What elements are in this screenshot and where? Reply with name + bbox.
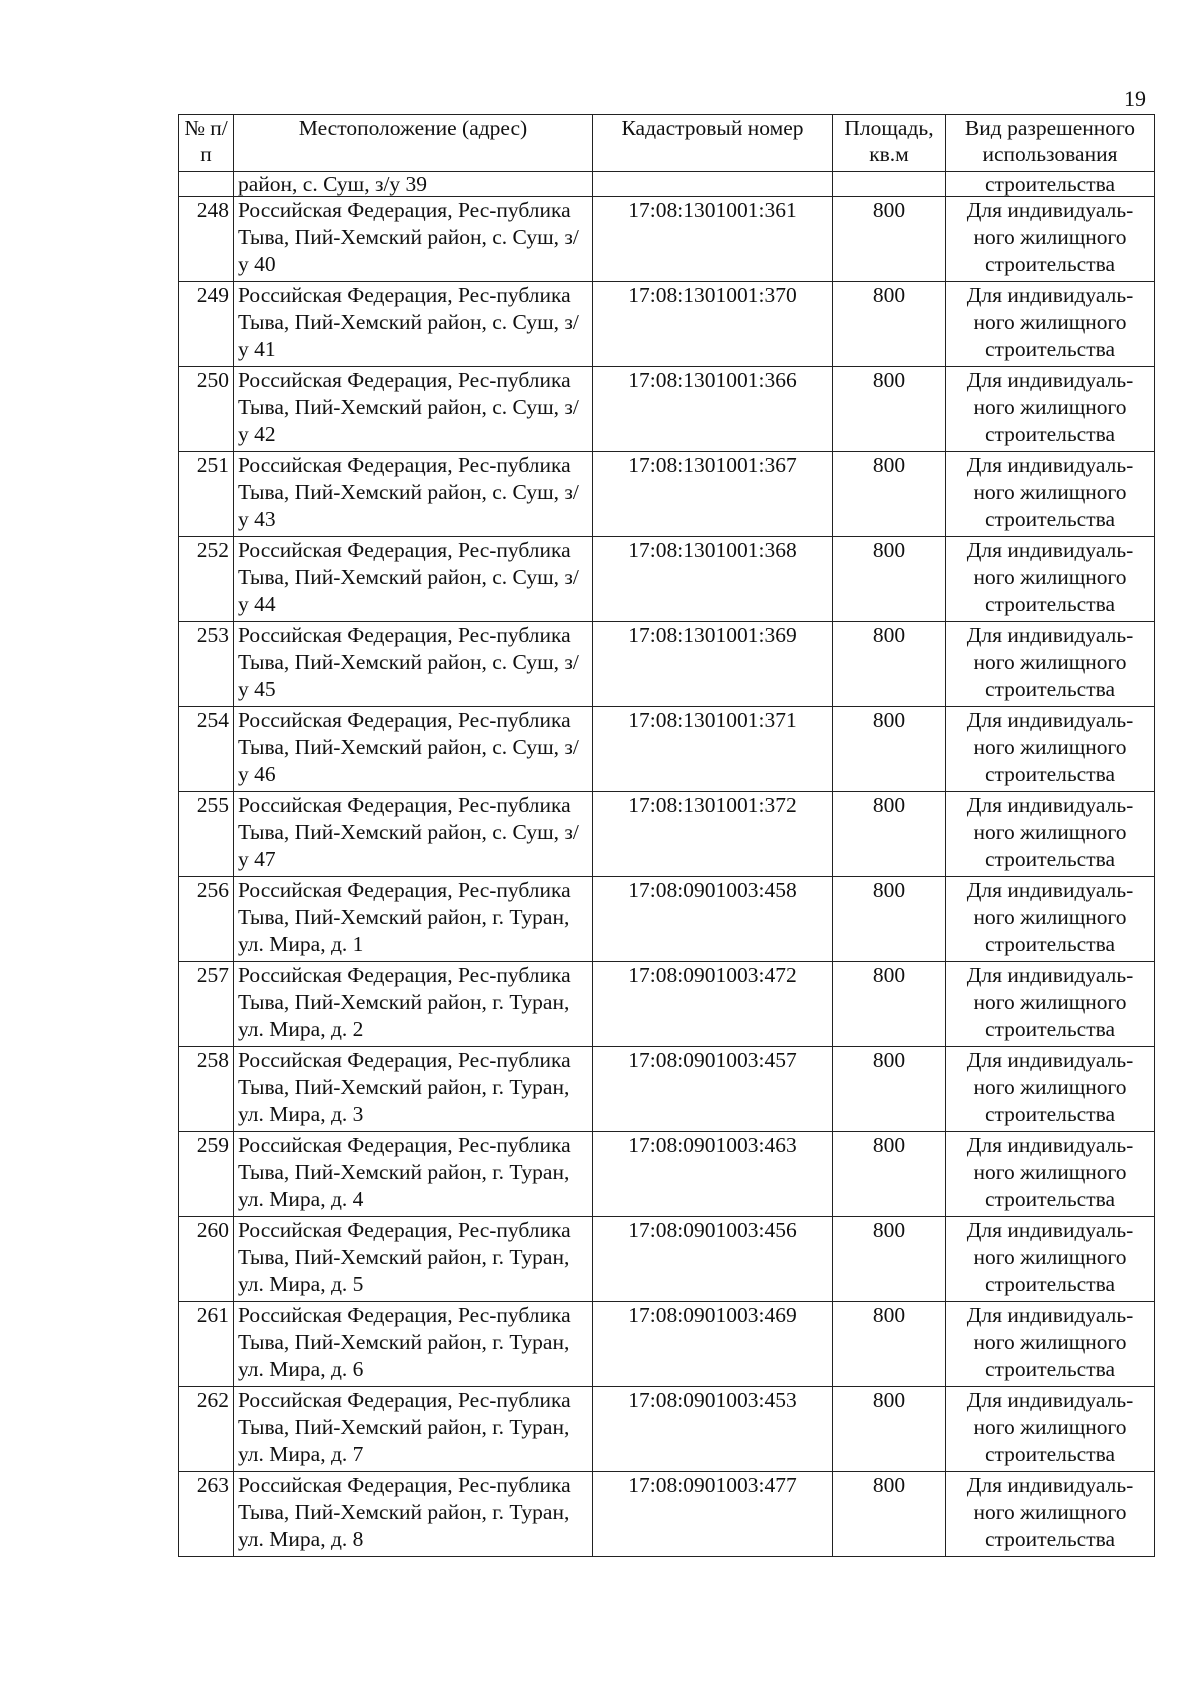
header-address: Местоположение (адрес) (234, 115, 593, 172)
table-row (179, 367, 1155, 452)
cell-address: Российская Федерация, Рес-публика Тыва, Пий-Хемский район, г. Туран, ул. Мира, д. 5 (234, 1217, 593, 1302)
cell-address: Российская Федерация, Рес-публика Тыва, Пий-Хемский район, г. Туран, ул. Мира, д. 6 (234, 1302, 593, 1387)
cell-address: Российская Федерация, Рес-публика Тыва, Пий-Хемский район, с. Суш, з/у 40 (234, 197, 593, 282)
cell-use: Для индивидуаль-ного жилищного строительства (946, 1132, 1155, 1217)
cell-number: 263 (179, 1472, 234, 1557)
cell-cadastral: 17:08:1301001:372 (593, 792, 833, 877)
table-row (179, 707, 1155, 792)
table-row (179, 1132, 1155, 1217)
cell-number: 256 (179, 877, 234, 962)
cell-area: 800 (833, 877, 946, 962)
cell-use: Для индивидуаль-ного жилищного строительства (946, 1047, 1155, 1132)
table-row (179, 962, 1155, 1047)
cell-area: 800 (833, 622, 946, 707)
cell-cadastral: 17:08:1301001:370 (593, 282, 833, 367)
cell-use: Для индивидуаль-ного жилищного строительства (946, 452, 1155, 537)
cell-cadastral: 17:08:1301001:368 (593, 537, 833, 622)
cell-number: 261 (179, 1302, 234, 1387)
cell-cadastral: 17:08:1301001:367 (593, 452, 833, 537)
cell-address: Российская Федерация, Рес-публика Тыва, Пий-Хемский район, г. Туран, ул. Мира, д. 8 (234, 1472, 593, 1557)
cell-address: Российская Федерация, Рес-публика Тыва, Пий-Хемский район, с. Суш, з/у 45 (234, 622, 593, 707)
cell-use: Для индивидуаль-ного жилищного строительства (946, 197, 1155, 282)
cell-cadastral: 17:08:0901003:453 (593, 1387, 833, 1472)
cell-use: Для индивидуаль-ного жилищного строительства (946, 1217, 1155, 1302)
header-cadastral: Кадастровый номер (593, 115, 833, 172)
cell-cadastral: 17:08:1301001:361 (593, 197, 833, 282)
cell-address: Российская Федерация, Рес-публика Тыва, Пий-Хемский район, с. Суш, з/у 47 (234, 792, 593, 877)
cell-area: 800 (833, 282, 946, 367)
cell-address: Российская Федерация, Рес-публика Тыва, Пий-Хемский район, с. Суш, з/у 43 (234, 452, 593, 537)
cell-cadastral: 17:08:0901003:469 (593, 1302, 833, 1387)
cell-use: Для индивидуаль-ного жилищного строительства (946, 537, 1155, 622)
cell-address: Российская Федерация, Рес-публика Тыва, Пий-Хемский район, с. Суш, з/у 46 (234, 707, 593, 792)
cell-address: Российская Федерация, Рес-публика Тыва, Пий-Хемский район, г. Туран, ул. Мира, д. 2 (234, 962, 593, 1047)
cell-number: 262 (179, 1387, 234, 1472)
page-number: 19 (1124, 86, 1146, 111)
cell-number: 254 (179, 707, 234, 792)
cell-cadastral: 17:08:0901003:457 (593, 1047, 833, 1132)
cell-use: Для индивидуаль-ного жилищного строительства (946, 792, 1155, 877)
table-row (179, 282, 1155, 367)
cell-area: 800 (833, 537, 946, 622)
header-number: № п/п (179, 115, 234, 172)
cell-address: Российская Федерация, Рес-публика Тыва, Пий-Хемский район, с. Суш, з/у 41 (234, 282, 593, 367)
cell-area: 800 (833, 1472, 946, 1557)
table-row (179, 452, 1155, 537)
cell-use: Для индивидуаль-ного жилищного строительства (946, 1302, 1155, 1387)
cell-use: строительства (946, 172, 1155, 197)
table-row (179, 1387, 1155, 1472)
table-row (179, 1302, 1155, 1387)
table-row (179, 197, 1155, 282)
header-use: Вид разрешенного использования (946, 115, 1155, 172)
cell-use: Для индивидуаль-ного жилищного строительства (946, 707, 1155, 792)
table-row (179, 1047, 1155, 1132)
cell-number: 250 (179, 367, 234, 452)
cell-cadastral: 17:08:1301001:371 (593, 707, 833, 792)
cell-number: 253 (179, 622, 234, 707)
cell-area: 800 (833, 792, 946, 877)
cell-area: 800 (833, 707, 946, 792)
cell-use: Для индивидуаль-ного жилищного строительства (946, 962, 1155, 1047)
cell-cadastral: 17:08:0901003:463 (593, 1132, 833, 1217)
cell-area: 800 (833, 367, 946, 452)
table-row (179, 1217, 1155, 1302)
cell-use: Для индивидуаль-ного жилищного строительства (946, 282, 1155, 367)
cell-address: Российская Федерация, Рес-публика Тыва, Пий-Хемский район, с. Суш, з/у 44 (234, 537, 593, 622)
cell-area: 800 (833, 1302, 946, 1387)
cell-use: Для индивидуаль-ного жилищного строительства (946, 877, 1155, 962)
cell-area (833, 172, 946, 197)
table-row (179, 792, 1155, 877)
land-plots-table (178, 114, 1155, 1557)
cell-area: 800 (833, 1047, 946, 1132)
cell-number: 249 (179, 282, 234, 367)
cell-use: Для индивидуаль-ного жилищного строительства (946, 367, 1155, 452)
cell-area: 800 (833, 452, 946, 537)
table-row (179, 537, 1155, 622)
cell-cadastral: 17:08:0901003:458 (593, 877, 833, 962)
cell-area: 800 (833, 962, 946, 1047)
cell-number: 251 (179, 452, 234, 537)
header-area: Площадь, кв.м (833, 115, 946, 172)
cell-area: 800 (833, 1387, 946, 1472)
cell-cadastral: 17:08:1301001:369 (593, 622, 833, 707)
cell-address: Российская Федерация, Рес-публика Тыва, Пий-Хемский район, г. Туран, ул. Мира, д. 4 (234, 1132, 593, 1217)
table-row (179, 877, 1155, 962)
cell-number: 248 (179, 197, 234, 282)
cell-area: 800 (833, 1132, 946, 1217)
cell-number: 255 (179, 792, 234, 877)
cell-address: Российская Федерация, Рес-публика Тыва, Пий-Хемский район, с. Суш, з/у 42 (234, 367, 593, 452)
cell-cadastral: 17:08:0901003:472 (593, 962, 833, 1047)
table-header-row (179, 115, 1155, 172)
table-row (179, 1472, 1155, 1557)
cell-number: 252 (179, 537, 234, 622)
cell-address: район, с. Суш, з/у 39 (234, 172, 593, 197)
table-row (179, 622, 1155, 707)
cell-use: Для индивидуаль-ного жилищного строительства (946, 1472, 1155, 1557)
cell-area: 800 (833, 197, 946, 282)
cell-use: Для индивидуаль-ного жилищного строительства (946, 1387, 1155, 1472)
cell-number: 259 (179, 1132, 234, 1217)
cell-number: 260 (179, 1217, 234, 1302)
cell-address: Российская Федерация, Рес-публика Тыва, Пий-Хемский район, г. Туран, ул. Мира, д. 1 (234, 877, 593, 962)
cell-number: 257 (179, 962, 234, 1047)
cell-use: Для индивидуаль-ного жилищного строительства (946, 622, 1155, 707)
continuation-row (179, 172, 1155, 197)
cell-address: Российская Федерация, Рес-публика Тыва, Пий-Хемский район, г. Туран, ул. Мира, д. 7 (234, 1387, 593, 1472)
cell-number (179, 172, 234, 197)
cell-cadastral: 17:08:1301001:366 (593, 367, 833, 452)
cell-number: 258 (179, 1047, 234, 1132)
cell-area: 800 (833, 1217, 946, 1302)
cell-cadastral: 17:08:0901003:456 (593, 1217, 833, 1302)
cell-cadastral: 17:08:0901003:477 (593, 1472, 833, 1557)
cell-address: Российская Федерация, Рес-публика Тыва, Пий-Хемский район, г. Туран, ул. Мира, д. 3 (234, 1047, 593, 1132)
cell-cadastral (593, 172, 833, 197)
